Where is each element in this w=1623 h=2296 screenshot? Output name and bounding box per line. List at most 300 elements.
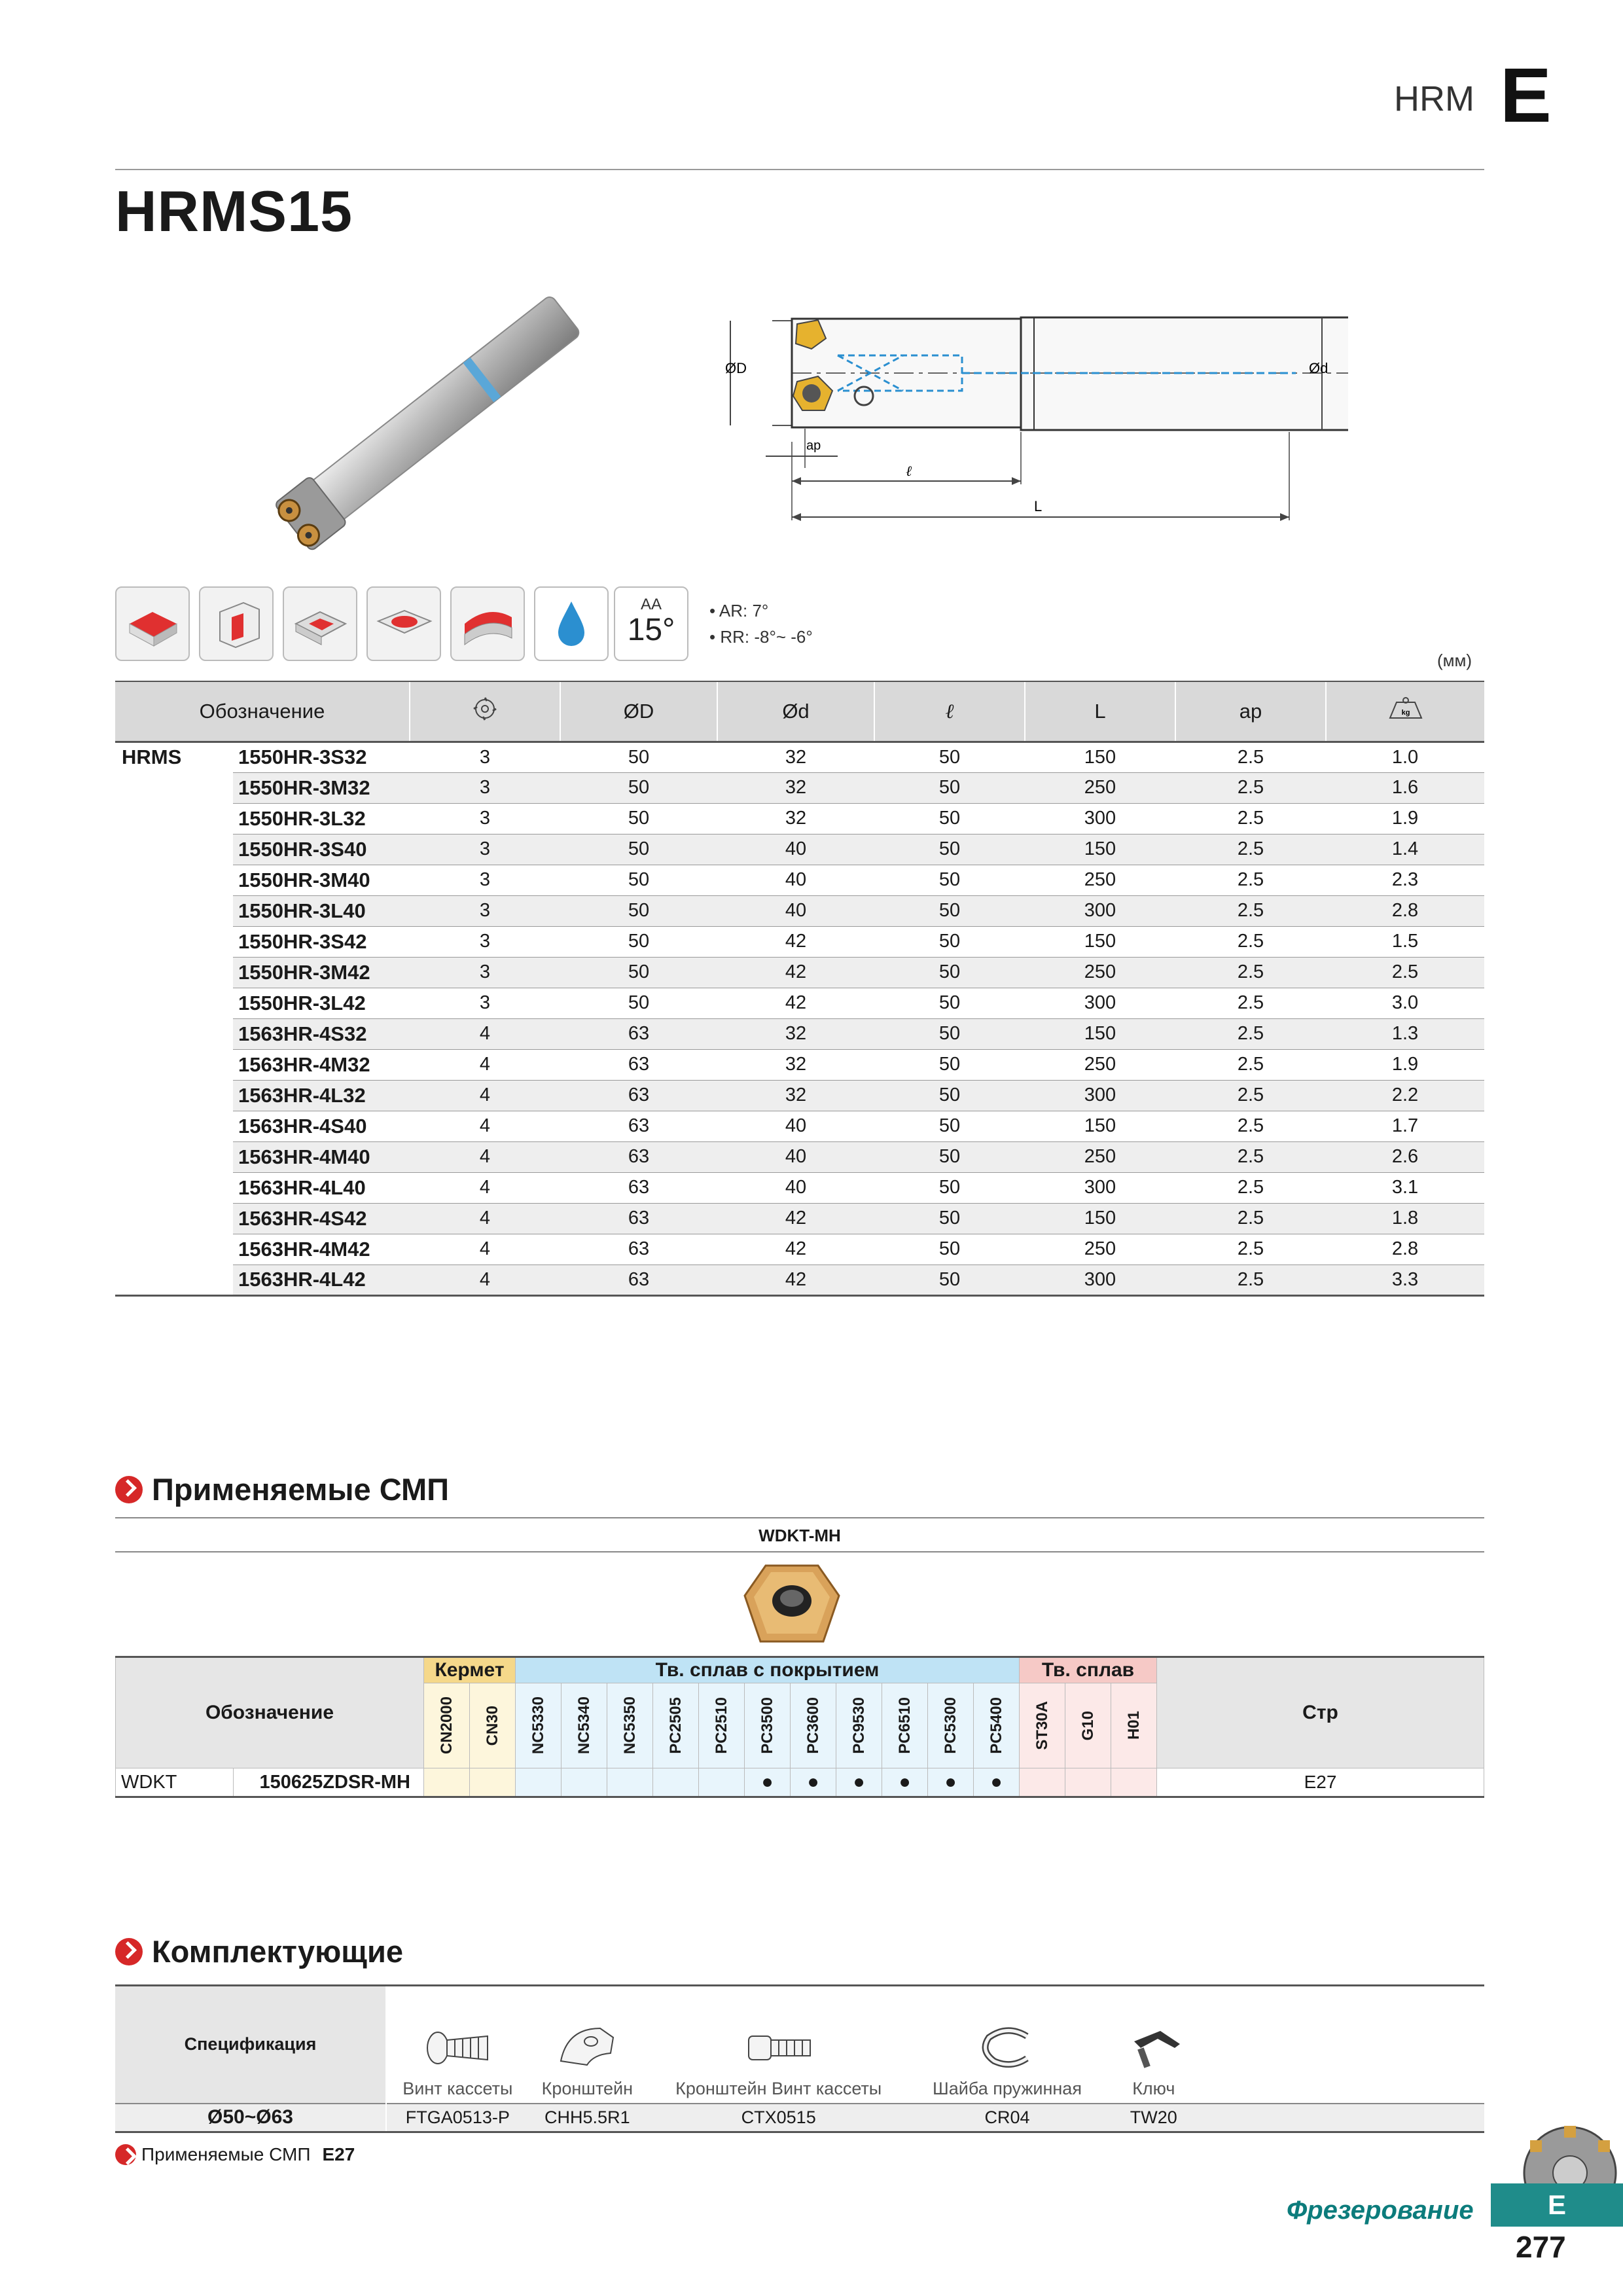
grade-label: CN2000	[437, 1696, 455, 1755]
value-cell: 4	[410, 1203, 560, 1234]
table-row	[115, 1203, 1484, 1234]
value-cell: 50	[874, 1080, 1025, 1111]
value-cell: 50	[874, 1172, 1025, 1203]
header-section-letter: E	[1500, 52, 1552, 139]
designation-cell: 1550HR-3S40	[233, 834, 410, 865]
value-cell: 63	[560, 1203, 717, 1234]
grade-availability-cell	[607, 1768, 653, 1797]
header-divider	[115, 169, 1484, 170]
value-cell: 2.5	[1175, 1234, 1326, 1265]
value-cell: 2.8	[1326, 895, 1484, 926]
face-milling-icon	[115, 586, 190, 661]
grade-column-header	[745, 1683, 791, 1768]
series-cell	[115, 834, 233, 865]
coolant-icon	[534, 586, 609, 661]
grade-label: PC2505	[666, 1697, 685, 1754]
value-cell: 50	[874, 865, 1025, 895]
grade-label: PC6510	[895, 1697, 914, 1754]
value-cell: 300	[1025, 1080, 1175, 1111]
designation-cell: 1550HR-3S32	[233, 742, 410, 772]
value-cell: 50	[874, 1234, 1025, 1265]
grade-availability-cell	[562, 1768, 607, 1797]
grade-column-header	[516, 1683, 562, 1768]
value-cell: 2.6	[1326, 1141, 1484, 1172]
approach-angle-box	[614, 586, 688, 661]
value-cell: 2.5	[1175, 1265, 1326, 1295]
grade-group-header: Тв. сплав с покрытием	[516, 1657, 1020, 1683]
designation-cell: 1563HR-4M40	[233, 1141, 410, 1172]
value-cell: 42	[717, 1234, 874, 1265]
value-cell: 2.5	[1175, 772, 1326, 803]
value-cell: 1.6	[1326, 772, 1484, 803]
insert-code: 150625ZDSR-MH	[234, 1768, 424, 1797]
value-cell: 2.5	[1175, 1141, 1326, 1172]
value-cell: 2.8	[1326, 1234, 1484, 1265]
grade-label: PC9530	[849, 1697, 868, 1754]
grade-column-header	[562, 1683, 607, 1768]
value-cell: 63	[560, 1141, 717, 1172]
insert-grade-table	[115, 1656, 1484, 1798]
series-cell	[115, 803, 233, 834]
value-cell: 2.5	[1175, 1172, 1326, 1203]
grade-label: G10	[1079, 1710, 1097, 1741]
grade-group-header: Кермет	[424, 1657, 516, 1683]
value-cell: 3	[410, 803, 560, 834]
series-cell	[115, 1141, 233, 1172]
table-row	[115, 1049, 1484, 1080]
dim-ap-label: ap	[806, 439, 821, 453]
acc-name-0: Винт кассеты	[402, 2078, 513, 2098]
grade-availability-cell	[470, 1768, 516, 1797]
grade-availability-cell	[1111, 1768, 1157, 1797]
grade-column-header	[791, 1683, 836, 1768]
value-cell: 50	[560, 772, 717, 803]
value-cell: 63	[560, 1049, 717, 1080]
value-cell: 2.5	[1175, 1080, 1326, 1111]
grade-label: PC2510	[712, 1697, 730, 1754]
table-row	[115, 1234, 1484, 1265]
page-number: 277	[1516, 2230, 1566, 2264]
series-cell	[115, 1234, 233, 1265]
header-code: HRM	[1394, 79, 1474, 118]
grade-column-header	[424, 1683, 470, 1768]
value-cell: 32	[717, 742, 874, 772]
section-inserts-heading	[115, 1471, 449, 1507]
designation-cell: 1550HR-3L32	[233, 803, 410, 834]
page-title: HRMS15	[115, 179, 353, 243]
grade-availability-cell: ●	[928, 1768, 974, 1797]
value-cell: 300	[1025, 895, 1175, 926]
value-cell: 4	[410, 1049, 560, 1080]
th-teeth	[410, 681, 560, 742]
designation-cell: 1563HR-4L32	[233, 1080, 410, 1111]
grade-label: PC5400	[987, 1697, 1005, 1754]
value-cell: 50	[560, 834, 717, 865]
series-cell: HRMS	[115, 742, 233, 772]
grade-availability-cell	[424, 1768, 470, 1797]
value-cell: 2.5	[1175, 834, 1326, 865]
value-cell: 63	[560, 1018, 717, 1049]
value-cell: 50	[874, 1265, 1025, 1295]
units-label: (мм)	[1437, 651, 1472, 670]
acc-name-2: Кронштейн Винт кассеты	[675, 2078, 882, 2098]
series-cell	[115, 988, 233, 1018]
value-cell: 2.5	[1175, 926, 1326, 957]
designation-cell: 1563HR-4M32	[233, 1049, 410, 1080]
svg-text:kg: kg	[1401, 708, 1410, 717]
series-cell	[115, 772, 233, 803]
value-cell: 4	[410, 1018, 560, 1049]
value-cell: 250	[1025, 1049, 1175, 1080]
grade-availability-cell	[516, 1768, 562, 1797]
table-row	[115, 1172, 1484, 1203]
tool-photo	[236, 281, 628, 556]
value-cell: 42	[717, 926, 874, 957]
value-cell: 50	[874, 895, 1025, 926]
table-row	[115, 957, 1484, 988]
value-cell: 50	[560, 926, 717, 957]
value-cell: 42	[717, 988, 874, 1018]
series-cell	[115, 1049, 233, 1080]
value-cell: 50	[560, 803, 717, 834]
grade-label: PC5300	[941, 1697, 959, 1754]
value-cell: 50	[874, 1141, 1025, 1172]
value-cell: 32	[717, 772, 874, 803]
value-cell: 1.9	[1326, 1049, 1484, 1080]
value-cell: 1.0	[1326, 742, 1484, 772]
table-row	[115, 1141, 1484, 1172]
series-cell	[115, 1080, 233, 1111]
dim-D-label: ØD	[725, 360, 747, 376]
value-cell: 50	[560, 865, 717, 895]
table-row	[115, 742, 1484, 772]
table-row	[115, 865, 1484, 895]
value-cell: 40	[717, 834, 874, 865]
series-cell	[115, 926, 233, 957]
value-cell: 3.1	[1326, 1172, 1484, 1203]
insert-name-bar: WDKT-MH	[115, 1517, 1484, 1552]
value-cell: 2.5	[1175, 988, 1326, 1018]
value-cell: 50	[874, 1018, 1025, 1049]
value-cell: 300	[1025, 988, 1175, 1018]
value-cell: 50	[874, 926, 1025, 957]
designation-cell: 1563HR-4S40	[233, 1111, 410, 1141]
grade-availability-cell: ●	[836, 1768, 882, 1797]
grade-column-header	[653, 1683, 699, 1768]
value-cell: 40	[717, 1111, 874, 1141]
dim-L-label: L	[1034, 498, 1043, 514]
table-row	[115, 1111, 1484, 1141]
acc-name-3: Шайба пружинная	[933, 2078, 1082, 2098]
reference-arrow-icon	[115, 2144, 136, 2165]
acc-spec-header: Спецификация	[115, 1986, 386, 2104]
value-cell: 2.5	[1175, 1018, 1326, 1049]
th-L: L	[1025, 681, 1175, 742]
grade-column-header	[882, 1683, 928, 1768]
value-cell: 1.3	[1326, 1018, 1484, 1049]
value-cell: 150	[1025, 1018, 1175, 1049]
slot-milling-icon	[283, 586, 357, 661]
value-cell: 2.5	[1175, 957, 1326, 988]
value-cell: 1.4	[1326, 834, 1484, 865]
dim-l-label: ℓ	[906, 463, 912, 479]
value-cell: 2.5	[1175, 895, 1326, 926]
table-row	[115, 988, 1484, 1018]
grade-label: CN30	[483, 1705, 501, 1746]
value-cell: 3	[410, 865, 560, 895]
grade-availability-cell	[653, 1768, 699, 1797]
acc-name-1: Кронштейн	[541, 2078, 633, 2098]
grade-label: PC3500	[758, 1697, 776, 1754]
value-cell: 2.5	[1175, 1203, 1326, 1234]
value-cell: 40	[717, 895, 874, 926]
value-cell: 3	[410, 772, 560, 803]
grade-availability-cell: ●	[745, 1768, 791, 1797]
pocket-milling-icon	[366, 586, 441, 661]
grade-column-header	[836, 1683, 882, 1768]
value-cell: 1.9	[1326, 803, 1484, 834]
value-cell: 4	[410, 1111, 560, 1141]
value-cell: 250	[1025, 1141, 1175, 1172]
th-insert-designation: Обозначение	[116, 1657, 424, 1768]
grade-availability-cell: ●	[791, 1768, 836, 1797]
grade-column-header	[607, 1683, 653, 1768]
th-page: Стр	[1157, 1657, 1484, 1768]
value-cell: 4	[410, 1172, 560, 1203]
bracket-icon	[548, 2022, 626, 2074]
value-cell: 50	[874, 988, 1025, 1018]
grade-availability-cell: ●	[882, 1768, 928, 1797]
value-cell: 300	[1025, 803, 1175, 834]
value-cell: 4	[410, 1141, 560, 1172]
grade-column-header	[928, 1683, 974, 1768]
th-d: Ød	[717, 681, 874, 742]
category-label: Фрезерование	[1287, 2196, 1474, 2225]
value-cell: 50	[560, 895, 717, 926]
value-cell: 42	[717, 1265, 874, 1295]
spring-washer-icon	[968, 2022, 1046, 2074]
value-cell: 50	[874, 742, 1025, 772]
grade-column-header	[470, 1683, 516, 1768]
accessories-table	[115, 1984, 1484, 2133]
value-cell: 2.2	[1326, 1080, 1484, 1111]
designation-cell: 1563HR-4M42	[233, 1234, 410, 1265]
value-cell: 63	[560, 1111, 717, 1141]
value-cell: 50	[874, 772, 1025, 803]
acc-code-0: FTGA0513-P	[386, 2104, 529, 2132]
value-cell: 42	[717, 957, 874, 988]
dim-d-label: Ød	[1309, 360, 1329, 376]
value-cell: 63	[560, 1234, 717, 1265]
grade-label: H01	[1124, 1711, 1143, 1740]
section-arrow-icon	[115, 1476, 143, 1503]
section-badge: E	[1491, 2183, 1623, 2227]
insert-page-reference[interactable]	[115, 2144, 355, 2165]
value-cell: 32	[717, 1018, 874, 1049]
value-cell: 150	[1025, 1203, 1175, 1234]
value-cell: 2.5	[1175, 865, 1326, 895]
acc-range: Ø50~Ø63	[207, 2106, 293, 2128]
value-cell: 3	[410, 895, 560, 926]
value-cell: 40	[717, 1141, 874, 1172]
designation-cell: 1550HR-3M32	[233, 772, 410, 803]
acc-code-1: CHH5.5R1	[544, 2107, 630, 2127]
aa-value: 15°	[627, 613, 675, 647]
value-cell: 63	[560, 1265, 717, 1295]
value-cell: 50	[874, 1203, 1025, 1234]
value-cell: 300	[1025, 1265, 1175, 1295]
value-cell: 150	[1025, 742, 1175, 772]
tool-dimension-drawing	[720, 304, 1348, 527]
designation-cell: 1563HR-4L42	[233, 1265, 410, 1295]
designation-cell: 1563HR-4S42	[233, 1203, 410, 1234]
value-cell: 40	[717, 1172, 874, 1203]
value-cell: 4	[410, 1080, 560, 1111]
insert-row	[116, 1768, 1484, 1797]
bracket-screw-icon	[740, 2022, 818, 2074]
series-cell	[115, 1203, 233, 1234]
ref-label: Применяемые СМП	[141, 2144, 311, 2164]
value-cell: 150	[1025, 1111, 1175, 1141]
table-row	[115, 834, 1484, 865]
value-cell: 2.5	[1175, 1111, 1326, 1141]
value-cell: 50	[874, 803, 1025, 834]
value-cell: 4	[410, 1234, 560, 1265]
series-cell	[115, 1018, 233, 1049]
value-cell: 50	[874, 1111, 1025, 1141]
grade-label: ST30A	[1033, 1701, 1051, 1750]
grade-column-header	[1111, 1683, 1157, 1768]
designation-cell: 1563HR-4S32	[233, 1018, 410, 1049]
value-cell: 63	[560, 1172, 717, 1203]
value-cell: 250	[1025, 1234, 1175, 1265]
value-cell: 2.5	[1326, 957, 1484, 988]
value-cell: 40	[717, 865, 874, 895]
acc-name-4: Ключ	[1132, 2078, 1175, 2098]
shoulder-milling-icon	[199, 586, 274, 661]
th-ap: ap	[1175, 681, 1326, 742]
grade-column-header	[1065, 1683, 1111, 1768]
series-cell	[115, 1111, 233, 1141]
value-cell: 32	[717, 1049, 874, 1080]
series-cell	[115, 1265, 233, 1295]
table-row	[115, 1018, 1484, 1049]
value-cell: 2.5	[1175, 742, 1326, 772]
series-cell	[115, 865, 233, 895]
value-cell: 50	[874, 957, 1025, 988]
value-cell: 250	[1025, 957, 1175, 988]
grade-availability-cell	[1020, 1768, 1065, 1797]
value-cell: 1.7	[1326, 1111, 1484, 1141]
designation-cell: 1550HR-3L40	[233, 895, 410, 926]
section-accessories-title: Комплектующие	[152, 1934, 403, 1969]
series-cell	[115, 957, 233, 988]
th-designation: Обозначение	[115, 681, 410, 742]
series-cell	[115, 1172, 233, 1203]
value-cell: 300	[1025, 1172, 1175, 1203]
grade-label: NC5330	[529, 1696, 547, 1755]
value-cell: 42	[717, 1203, 874, 1234]
weight-icon	[1387, 696, 1424, 722]
value-cell: 250	[1025, 865, 1175, 895]
grade-label: PC3600	[804, 1697, 822, 1754]
value-cell: 150	[1025, 834, 1175, 865]
profile-milling-icon	[450, 586, 525, 661]
radial-rake: • RR: -8°~ -6°	[709, 627, 813, 647]
teeth-count-icon	[472, 696, 498, 722]
screw-icon	[418, 2022, 497, 2074]
series-cell	[115, 895, 233, 926]
value-cell: 50	[560, 742, 717, 772]
grade-column-header	[974, 1683, 1020, 1768]
value-cell: 3	[410, 988, 560, 1018]
milling-cutter-icon	[1517, 2121, 1623, 2183]
insert-image	[740, 1562, 844, 1647]
value-cell: 1.8	[1326, 1203, 1484, 1234]
grade-availability-cell	[699, 1768, 745, 1797]
th-weight	[1326, 681, 1484, 742]
axial-rake: • AR: 7°	[709, 601, 769, 620]
table-row	[115, 803, 1484, 834]
table-row	[115, 895, 1484, 926]
acc-code-3: CR04	[984, 2107, 1030, 2127]
value-cell: 50	[874, 834, 1025, 865]
designation-cell: 1550HR-3L42	[233, 988, 410, 1018]
th-D: ØD	[560, 681, 717, 742]
grade-availability-cell: ●	[974, 1768, 1020, 1797]
value-cell: 3	[410, 957, 560, 988]
value-cell: 3.3	[1326, 1265, 1484, 1295]
value-cell: 3	[410, 926, 560, 957]
section-accessories-heading	[115, 1933, 403, 1969]
insert-series: WDKT	[116, 1768, 234, 1797]
grade-availability-cell	[1065, 1768, 1111, 1797]
acc-code-2: CTX0515	[741, 2107, 816, 2127]
designation-cell: 1550HR-3M40	[233, 865, 410, 895]
grade-group-header: Тв. сплав	[1020, 1657, 1157, 1683]
value-cell: 32	[717, 1080, 874, 1111]
grade-column-header	[699, 1683, 745, 1768]
value-cell: 3	[410, 742, 560, 772]
value-cell: 3.0	[1326, 988, 1484, 1018]
table-row	[115, 772, 1484, 803]
designation-cell: 1550HR-3S42	[233, 926, 410, 957]
ref-page: E27	[322, 2144, 355, 2164]
grade-column-header	[1020, 1683, 1065, 1768]
acc-code-4: TW20	[1130, 2107, 1177, 2127]
section-arrow-icon	[115, 1938, 143, 1965]
value-cell: 2.5	[1175, 803, 1326, 834]
key-icon	[1115, 2022, 1193, 2074]
grade-label: NC5340	[575, 1696, 593, 1755]
value-cell: 250	[1025, 772, 1175, 803]
value-cell: 63	[560, 1080, 717, 1111]
value-cell: 2.5	[1175, 1049, 1326, 1080]
value-cell: 1.5	[1326, 926, 1484, 957]
value-cell: 2.3	[1326, 865, 1484, 895]
th-l: ℓ	[874, 681, 1025, 742]
section-inserts-title: Применяемые СМП	[152, 1472, 449, 1507]
value-cell: 32	[717, 803, 874, 834]
value-cell: 150	[1025, 926, 1175, 957]
tool-spec-table	[115, 681, 1484, 1297]
table-row	[115, 1265, 1484, 1295]
insert-page-ref[interactable]: E27	[1157, 1768, 1484, 1797]
value-cell: 50	[560, 957, 717, 988]
grade-label: NC5350	[620, 1696, 639, 1755]
table-row	[115, 1080, 1484, 1111]
table-row	[115, 926, 1484, 957]
